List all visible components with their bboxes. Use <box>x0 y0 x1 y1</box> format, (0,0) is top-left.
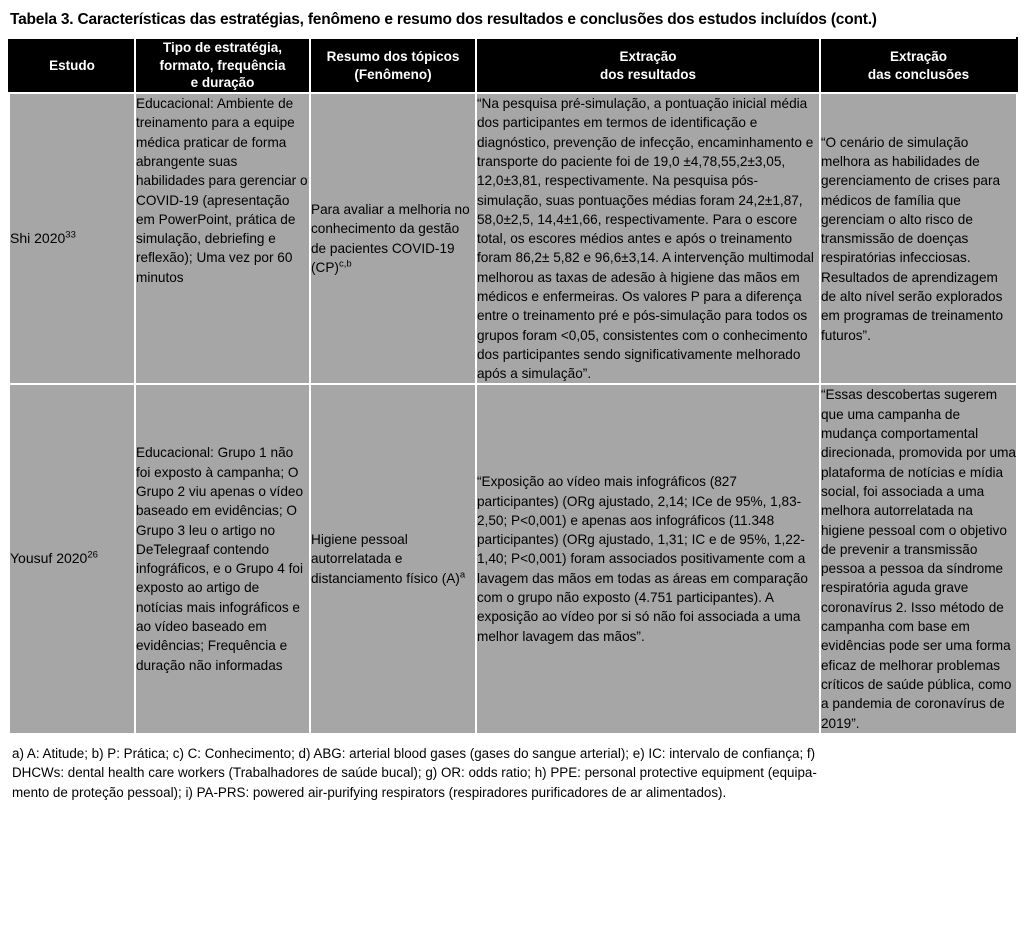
table-footnotes <box>12 744 1012 803</box>
column-header-tipo-estrategia: Tipo de estratégia, formato, frequência e duração <box>135 38 310 93</box>
table-header-row <box>9 38 1017 93</box>
footnote-line-2: DHCWs: dental health care workers (Trabalhadores de saúde bucal); g) OR: odds ratio; h) PPE: personal protective equipment (equipa- <box>12 765 817 781</box>
topics-footnote-superscript: a <box>459 569 466 581</box>
cell-results: “Na pesquisa pré-simulação, a pontuação inicial média dos participantes em termos de identificação e diagnóstico, prevenção de infecção, encaminhamento e transporte do paciente foi de 19,0 ±4,78,55,2±3,05, 12,0±3,81, respectivamente. Na pesquisa pós-simulação, suas pontuações médias foram 24,2±1,87, 58,0±2,5, 14,4±1,66, respectivamente. Para o escore total, os escores médios antes e após o treinamento foram 86,2± 5,82 e 96,6±3,14. A intervenção multimodal melhorou as taxas de adesão à higiene das mãos em médicos e enfermeiras. Os valores P para a diferença entre o treinamento pré e pós-simulação para todos os grupos foram <0,05, consistentes com o conhecimento dos participantes sendo significativamente melhorado após a simulação”. <box>476 93 820 384</box>
characteristics-table <box>8 37 1018 734</box>
cell-conclusions: “O cenário de simulação melhora as habilidades de gerenciamento de crises para médicos de família que gerenciam o alto risco de transmissão de doenças respiratórias infecciosas. Resultados de aprendizagem de alto nível serão explorados em programas de treinamento futuros”. <box>820 93 1017 384</box>
table-header <box>9 38 1017 93</box>
table-row <box>9 93 1017 384</box>
study-reference-superscript: 26 <box>87 549 98 561</box>
column-header-estudo: Estudo <box>9 38 135 93</box>
cell-topics: Higiene pessoal autorrelatada e distanciamento físico $(A)^a$ <box>310 384 476 733</box>
table-body <box>9 93 1017 734</box>
study-reference-superscript: 33 <box>65 229 76 241</box>
cell-conclusions: “Essas descobertas sugerem que uma campanha de mudança comportamental direcionada, promovida por uma plataforma de notícias e mídia social, foi associada a uma melhora autorrelatada na higiene pessoal com o objetivo de prevenir a transmissão pessoa a pessoa da síndrome respiratória aguda grave coronavírus 2. Isso método de campanha com base em evidências pode ser uma forma eficaz de melhorar problemas críticos de saúde pública, como a pandemia de coronavírus de 2019”. <box>820 384 1017 733</box>
column-header-extracao-resultados: Extração dos resultados <box>476 38 820 93</box>
cell-study-name: Shi 2020$^{33}$ <box>9 93 135 384</box>
cell-strategy: Educacional: Ambiente de treinamento para a equipe médica praticar de forma abrangente suas habilidades para gerenciar o COVID-19 (apresentação em PowerPoint, prática de simulação, debriefing e reflexão); Uma vez por 60 minutos <box>135 93 310 384</box>
table-caption: Tabela 3. Características das estratégias, fenômeno e resumo dos resultados e conclusões dos estudos incluídos (cont.) <box>10 11 877 28</box>
column-header-resumo-topicos: Resumo dos tópicos (Fenômeno) <box>310 38 476 93</box>
topics-footnote-superscript: c,b <box>338 258 352 270</box>
cell-strategy: Educacional: Grupo 1 não foi exposto à campanha; O Grupo 2 viu apenas o vídeo baseado em evidências; O Grupo 3 leu o artigo no DeTelegraaf contendo infográficos, e o Grupo 4 foi exposto ao artigo de notícias mais infográficos e ao vídeo baseado em evidências; Frequência e duração não informadas <box>135 384 310 733</box>
footnote-line-3: mento de proteção pessoal); i) PA-PRS: powered air-purifying respirators (respiradores purificadores de ar alimentados). <box>12 784 727 800</box>
cell-results: “Exposição ao vídeo mais infográficos (827 participantes) (ORg ajustado, 2,14; ICe de 95%, 1,83-2,50; P<0,001) e apenas aos infográficos (11.348 participantes) (ORg ajustado, 1,31; IC e de 95%, 1,22-1,40; P<0,001) foram associados positivamente com a lavagem das mãos em todas as áreas em comparação com o grupo não exposto (4.751 participantes). A exposição ao vídeo por si só não foi associada a uma melhor lavagem das mãos”. <box>476 384 820 733</box>
cell-study-name: Yousuf 2020$^{26}$ <box>9 384 135 733</box>
table-row <box>9 384 1017 733</box>
footnote-line-1: a) A: Atitude; b) P: Prática; c) C: Conhecimento; d) ABG: arterial blood gases (gases do sangue arterial); e) IC: intervalo de confiança; f) <box>12 745 816 761</box>
column-header-extracao-conclusoes: Extração das conclusões <box>820 38 1017 93</box>
cell-topics: Para avaliar a melhoria no conhecimento da gestão de pacientes COVID-19 (CP)$^{c,b}$ <box>310 93 476 384</box>
